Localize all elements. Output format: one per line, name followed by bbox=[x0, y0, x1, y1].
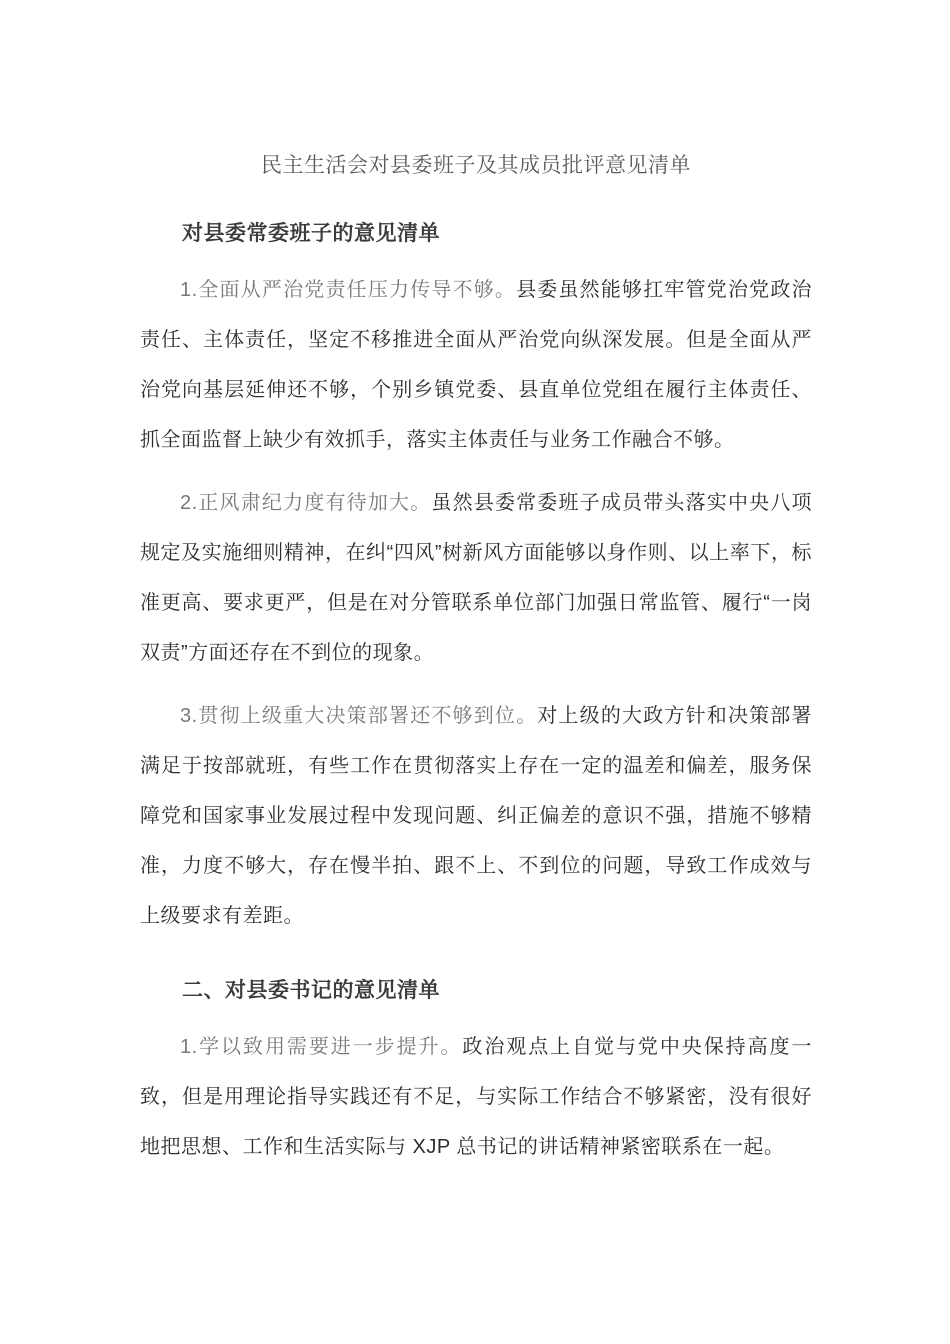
section-1-heading: 对县委常委班子的意见清单 bbox=[182, 222, 440, 245]
paragraph bbox=[140, 1022, 812, 1172]
paragraph-lead-sentence: 3.贯彻上级重大决策部署还不够到位。 bbox=[180, 705, 538, 727]
document-title: 民主生活会对县委班子及其成员批评意见清单 bbox=[261, 154, 691, 177]
paragraph-body: 对上级的大政方针和决策部署满足于按部就班，有些工作在贯彻落实上存在一定的温差和偏差，服务保障党和国家事业发展过程中发现问题、纠正偏差的意识不强，措施不够精准，力度不够大，存在慢半拍、跟不上、不到位的问题，导致工作成效与上级要求有差距。 bbox=[140, 705, 812, 927]
paragraph-lead-sentence: 2.正风肃纪力度有待加大。 bbox=[180, 492, 432, 514]
paragraph bbox=[140, 265, 812, 465]
paragraph bbox=[140, 478, 812, 678]
section-2-heading: 二、对县委书记的意见清单 bbox=[182, 979, 440, 1002]
paragraph-body: 虽然县委常委班子成员带头落实中央八项规定及实施细则精神，在纠“四风”树新风方面能够以身作则、以上率下，标准更高、要求更严，但是在对分管联系单位部门加强日常监管、履行“一岗双责”方面还存在不到位的现象。 bbox=[140, 492, 813, 664]
paragraph bbox=[140, 691, 812, 941]
paragraph-lead-sentence: 1.全面从严治党责任压力传导不够。 bbox=[180, 279, 517, 301]
paragraph-body: 县委虽然能够扛牢管党治党政治责任、主体责任，坚定不移推进全面从严治党向纵深发展。但是全面从严治党向基层延伸还不够，个别乡镇党委、县直单位党组在履行主体责任、抓全面监督上缺少有效抓手，落实主体责任与业务工作融合不够。 bbox=[140, 279, 813, 451]
paragraph-body: 政治观点上自觉与党中央保持高度一致，但是用理论指导实践还有不足，与实际工作结合不够紧密，没有很好地把思想、工作和生活实际与 XJP 总书记的讲话精神紧密联系在一起。 bbox=[140, 1036, 813, 1158]
paragraph-lead-sentence: 1.学以致用需要进一步提升。 bbox=[180, 1036, 463, 1058]
